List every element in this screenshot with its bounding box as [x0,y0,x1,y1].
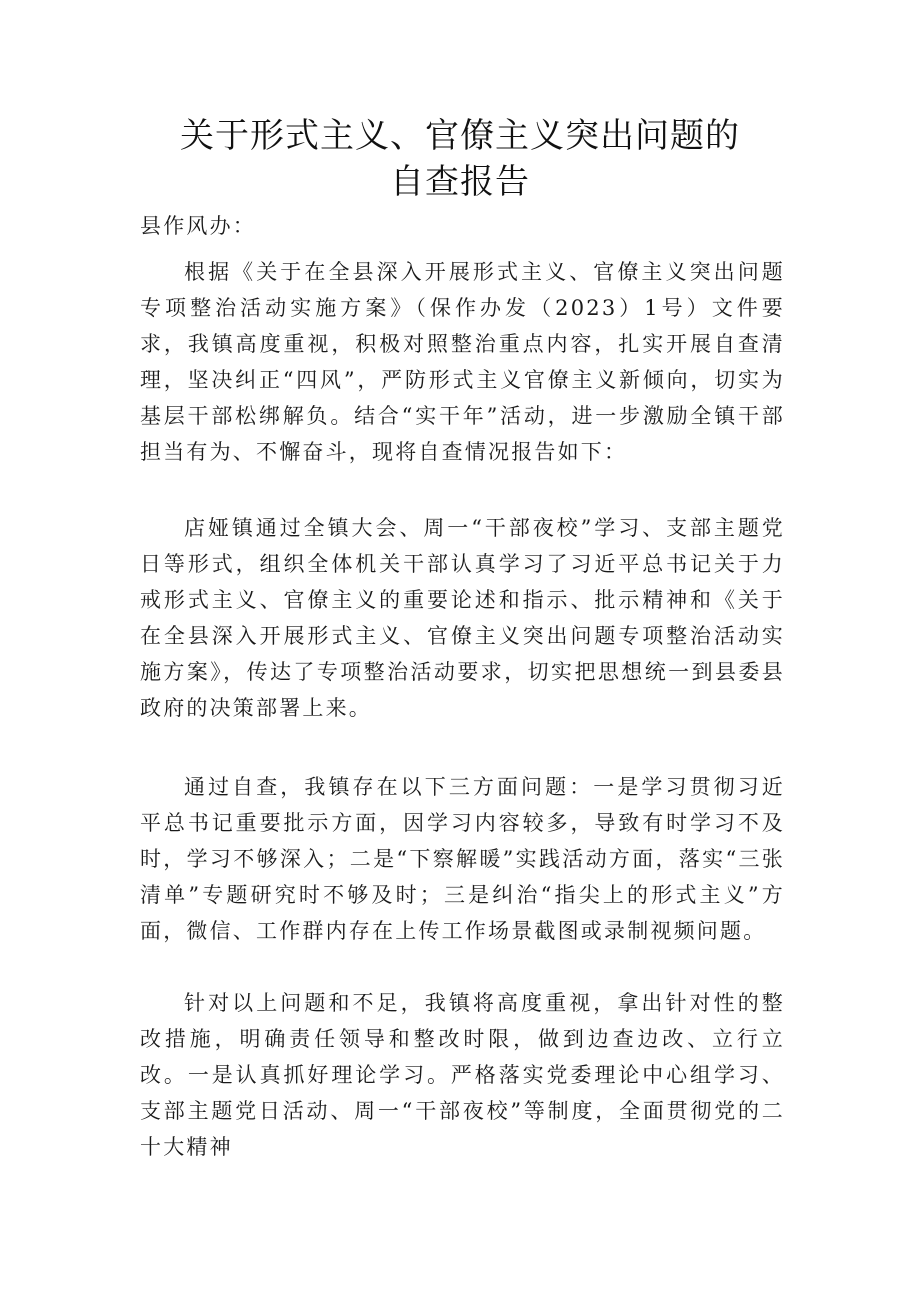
document-title-line-2: 自查报告 [390,162,530,202]
paragraph-3: 通过自查，我镇存在以下三方面问题：一是学习贯彻习近平总书记重要批示方面，因学习内容较多，导致有时学习不及时，学习不够深入；二是“下察解暖”实践活动方面，落实“三张清单”专题研究时不够及时；三是纠治“指尖上的形式主义”方面，微信、工作群内存在上传工作场景截图或录制视频问题。 [140,775,785,943]
paragraph-4: 针对以上问题和不足，我镇将高度重视，拿出针对性的整改措施，明确责任领导和整改时限，做到边查边改、立行立改。一是认真抓好理论学习。严格落实党委理论中心组学习、支部主题党日活动、周一“干部夜校”等制度，全面贯彻党的二十大精神 [140,991,785,1159]
salutation: 县作风办： [140,214,256,238]
paragraph-2: 店娅镇通过全镇大会、周一“干部夜校”学习、支部主题党日等形式，组织全体机关干部认真学习了习近平总书记关于力戒形式主义、官僚主义的重要论述和指示、批示精神和《关于在全县深入开展形式主义、官僚主义突出问题专项整治活动实施方案》，传达了专项整治活动要求，切实把思想统一到县委县政府的决策部署上来。 [140,516,785,720]
paragraph-1: 根据《关于在全县深入开展形式主义、官僚主义突出问题专项整治活动实施方案》（保作办发（2023）1号）文件要求，我镇高度重视，积极对照整治重点内容，扎实开展自查清理，坚决纠正“四风”，严防形式主义官僚主义新倾向，切实为基层干部松绑解负。结合“实干年”活动，进一步激励全镇干部担当有为、不懈奋斗，现将自查情况报告如下： [140,260,785,464]
document-title-line-1: 关于形式主义、官僚主义突出问题的 [180,116,740,156]
